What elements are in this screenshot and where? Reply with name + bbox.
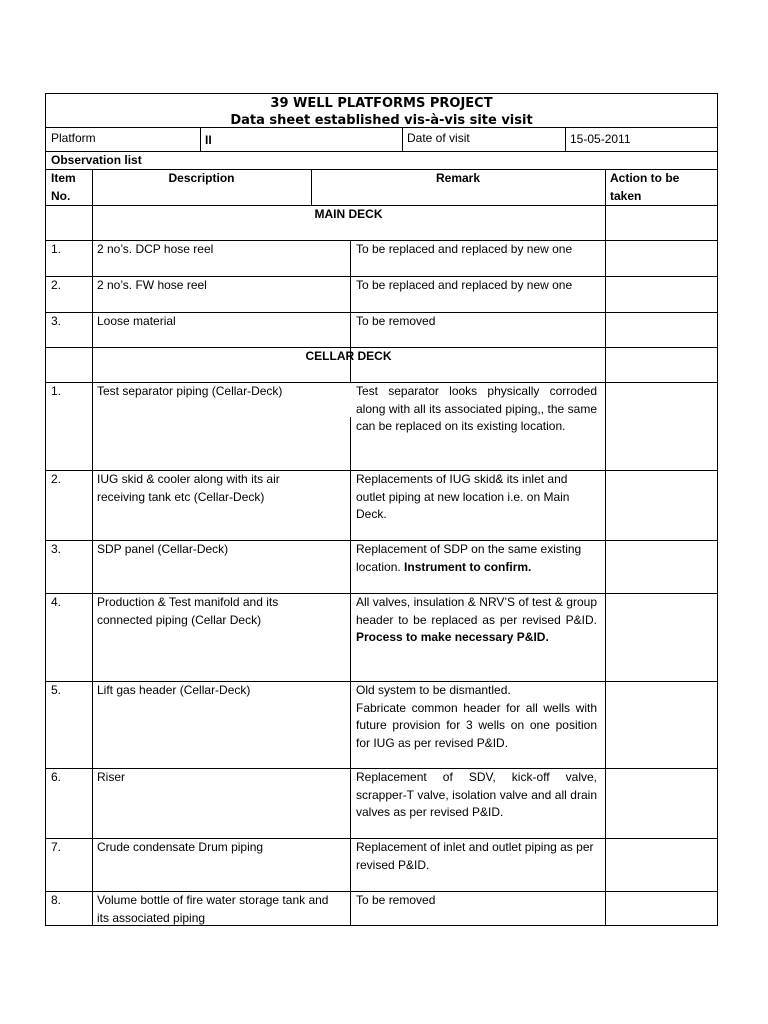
vrule-platform-1 xyxy=(200,127,201,151)
item-description: Test separator piping (Cellar-Deck) xyxy=(97,384,283,398)
item-no: 8. xyxy=(51,893,62,907)
item-remark: Replacements of IUG skid& its inlet and outlet piping at new location i.e. on Main Deck. xyxy=(356,472,570,521)
vrule-platform-2 xyxy=(402,127,403,151)
item-remark: To be removed xyxy=(356,314,436,328)
vrule-body-item xyxy=(92,205,93,925)
platform-label: Platform xyxy=(51,131,96,145)
item-no: 2. xyxy=(51,472,62,486)
section-title-main-deck: MAIN DECK xyxy=(314,207,383,221)
item-remark: All valves, insulation & NRV’S of test & group header to be replaced as per revised P&ID. Process to make necessary P&ID. xyxy=(356,595,597,644)
col-item-line2: No. xyxy=(51,189,71,203)
item-description: IUG skid & cooler along with its air receiving tank etc (Cellar-Deck) xyxy=(97,472,280,504)
rule-under-platform xyxy=(46,151,717,152)
date-value: 15-05-2011 xyxy=(570,132,631,146)
date-label: Date of visit xyxy=(407,131,470,145)
col-action-line2: taken xyxy=(610,189,642,203)
item-description: Crude condensate Drum piping xyxy=(97,840,264,854)
item-remark: To be replaced and replaced by new one xyxy=(356,278,573,292)
vrule-platform-3 xyxy=(565,127,566,151)
item-no: 3. xyxy=(51,542,62,556)
item-remark: Replacement of inlet and outlet piping as per revised P&ID. xyxy=(356,840,594,872)
item-no: 2. xyxy=(51,278,62,292)
item-description: 2 no’s. FW hose reel xyxy=(97,278,207,292)
col-action-line1: Action to be xyxy=(610,171,680,185)
col-item-line1: Item xyxy=(51,171,76,185)
platform-value: II xyxy=(205,133,212,147)
item-remark: Replacement of SDV, kick-off valve, scrapper-T valve, isolation valve and all drain valves as per revised P&ID. xyxy=(356,770,597,819)
item-description: Production & Test manifold and its connected piping (Cellar Deck) xyxy=(97,595,279,627)
sheet-title: Data sheet established vis-à-vis site visit xyxy=(230,113,533,128)
item-description: 2 no’s. DCP hose reel xyxy=(97,242,214,256)
project-title: 39 WELL PLATFORMS PROJECT xyxy=(270,96,493,111)
item-no: 4. xyxy=(51,595,62,609)
observation-list-label: Observation list xyxy=(51,153,142,167)
item-no: 3. xyxy=(51,314,62,328)
item-remark: To be replaced and replaced by new one xyxy=(356,242,573,256)
data-sheet-table xyxy=(45,93,718,926)
item-no: 1. xyxy=(51,242,62,256)
vrule-header-3 xyxy=(605,169,606,205)
vrule-body-remark-cellar xyxy=(350,417,351,925)
item-no: 7. xyxy=(51,840,62,854)
col-description: Description xyxy=(168,171,235,185)
col-remark: Remark xyxy=(435,171,481,185)
item-no: 5. xyxy=(51,683,62,697)
section-title-cellar-deck: CELLAR DECK xyxy=(305,349,392,363)
item-remark: Old system to be dismantled. Fabricate common header for all wells with future provision for 3 wells on one position for IUG as per revised P&ID. xyxy=(356,683,597,750)
item-description: Volume bottle of fire water storage tank and its associated piping xyxy=(97,893,329,925)
item-description: Riser xyxy=(97,770,126,784)
vrule-body-action xyxy=(605,205,606,925)
item-description: Loose material xyxy=(97,314,176,328)
rule-under-title xyxy=(46,127,717,128)
item-no: 6. xyxy=(51,770,62,784)
item-description: SDP panel (Cellar-Deck) xyxy=(97,542,229,556)
item-no: 1. xyxy=(51,384,62,398)
item-remark: Replacement of SDP on the same existing location. Instrument to confirm. xyxy=(356,542,582,574)
item-description: Lift gas header (Cellar-Deck) xyxy=(97,683,251,697)
item-remark: To be removed xyxy=(356,893,436,907)
item-remark: Test separator looks physically corroded along with all its associated piping,, the same can be replaced on its existing location. xyxy=(356,384,597,433)
